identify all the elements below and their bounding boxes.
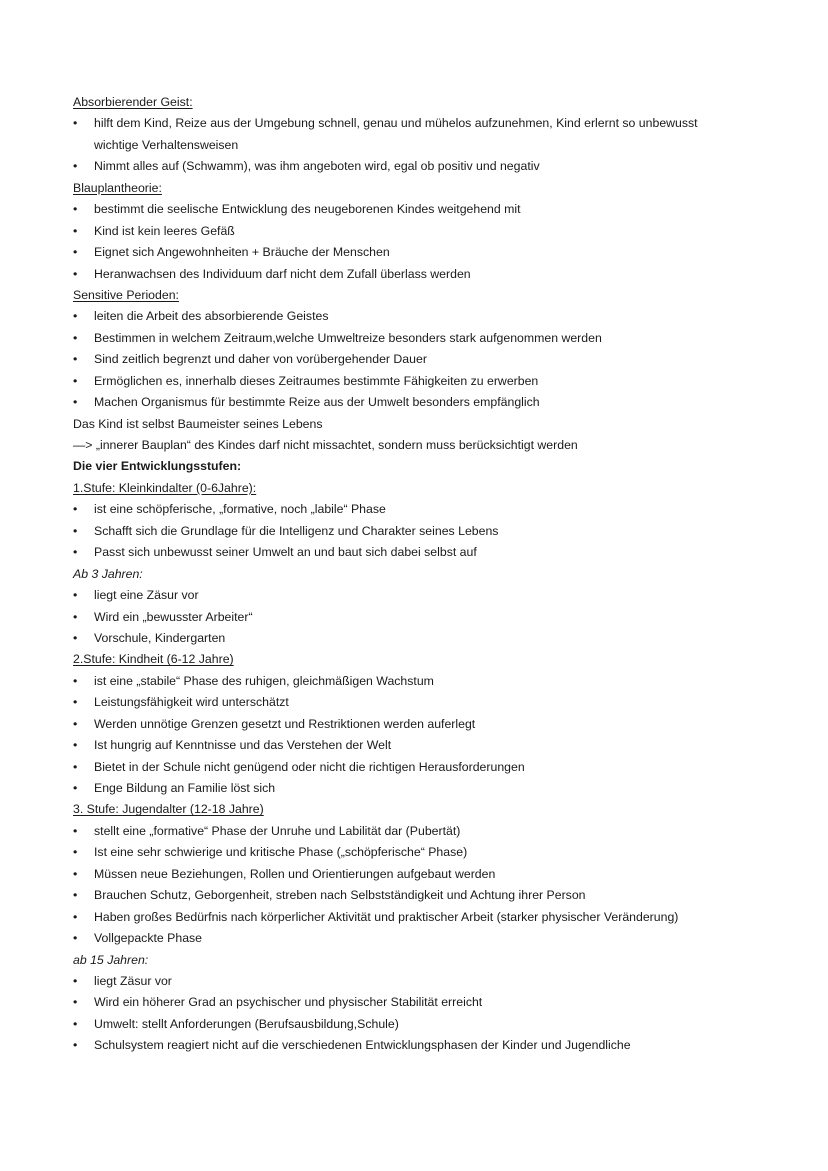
list-item bbox=[73, 885, 773, 906]
document-body bbox=[73, 92, 773, 1057]
section-title-entwicklungsstufen: Die vier Entwicklungsstufen: bbox=[73, 459, 242, 474]
list-item-text: Müssen neue Beziehungen, Rollen und Orientierungen aufgebaut werden bbox=[94, 866, 496, 881]
list-item bbox=[73, 607, 773, 628]
list-item bbox=[73, 735, 773, 756]
bullet-icon: • bbox=[73, 502, 78, 517]
list-item-text: Wird ein höherer Grad an psychischer und physischer Stabilität erreicht bbox=[94, 995, 483, 1010]
bullet-icon: • bbox=[73, 588, 78, 603]
list-item-text: Wird ein „bewusster Arbeiter“ bbox=[94, 609, 253, 624]
paragraph-innerer-bauplan: —> „innerer Bauplan“ des Kindes darf nicht missachtet, sondern muss berücksichtigt werden bbox=[73, 438, 578, 452]
list-item-text: Sind zeitlich begrenzt und daher von vorübergehender Dauer bbox=[94, 352, 427, 367]
bullet-icon: • bbox=[73, 1016, 78, 1031]
list-item-text: Ist hungrig auf Kenntnisse und das Verstehen der Welt bbox=[94, 738, 392, 753]
list-item bbox=[73, 628, 773, 649]
bullet-icon: • bbox=[73, 909, 78, 924]
list-item-text: Bietet in der Schule nicht genügend oder nicht die richtigen Herausforderungen bbox=[94, 759, 525, 774]
bullet-icon: • bbox=[73, 759, 78, 774]
list-item bbox=[73, 542, 773, 563]
list-item-text: Ermöglichen es, innerhalb dieses Zeitraumes bestimmte Fähigkeiten zu erwerben bbox=[94, 373, 539, 388]
list-item bbox=[73, 842, 773, 863]
section-heading-absorbierender-geist: Absorbierender Geist: bbox=[73, 95, 193, 109]
list-item-text: stellt eine „formative“ Phase der Unruhe und Labilität dar (Pubertät) bbox=[94, 823, 461, 838]
section-heading-stufe-1: 1.Stufe: Kleinkindalter (0-6Jahre): bbox=[73, 480, 257, 495]
list-item-text: Nimmt alles auf (Schwamm), was ihm angeboten wird, egal ob positiv und negativ bbox=[94, 159, 540, 174]
list-item bbox=[73, 328, 773, 349]
bullet-icon: • bbox=[73, 695, 78, 710]
list-item-text: Vollgepackte Phase bbox=[94, 931, 203, 946]
list-item bbox=[73, 264, 773, 285]
list-item-text: Werden unnötige Grenzen gesetzt und Restriktionen werden auferlegt bbox=[94, 716, 476, 731]
list-item-text: ist eine „stabile“ Phase des ruhigen, gleichmäßigen Wachstum bbox=[94, 673, 434, 688]
list-item-text: Vorschule, Kindergarten bbox=[94, 630, 226, 645]
list-item bbox=[73, 907, 773, 928]
list-item bbox=[73, 821, 773, 842]
bullet-icon: • bbox=[73, 866, 78, 881]
list-item bbox=[73, 306, 773, 327]
list-item-text: Schafft sich die Grundlage für die Intelligenz und Charakter seines Lebens bbox=[94, 523, 499, 538]
list-item bbox=[73, 928, 773, 949]
sub-heading-ab-3-jahren: Ab 3 Jahren: bbox=[73, 566, 143, 581]
bullet-icon: • bbox=[73, 1038, 78, 1053]
list-item bbox=[73, 156, 773, 177]
list-item-text: Eignet sich Angewohnheiten + Bräuche der Menschen bbox=[94, 245, 390, 260]
list-item bbox=[73, 1035, 773, 1056]
list-item bbox=[73, 371, 773, 392]
sub-heading-ab-15-jahren: ab 15 Jahren: bbox=[73, 952, 149, 967]
list-item bbox=[73, 692, 773, 713]
bullet-icon: • bbox=[73, 330, 78, 345]
bullet-icon: • bbox=[73, 309, 78, 324]
bullet-icon: • bbox=[73, 716, 78, 731]
list-item bbox=[73, 585, 773, 606]
bullet-icon: • bbox=[73, 845, 78, 860]
list-item bbox=[73, 349, 773, 370]
bullet-icon: • bbox=[73, 202, 78, 217]
bullet-icon: • bbox=[73, 738, 78, 753]
list-item-text: Umwelt: stellt Anforderungen (Berufsausbildung,Schule) bbox=[94, 1016, 399, 1031]
list-item-text: hilft dem Kind, Reize aus der Umgebung schnell, genau und mühelos aufzunehmen, Kind erlernt so unbewusst bbox=[94, 116, 698, 131]
list-item bbox=[73, 714, 773, 735]
bullet-icon: • bbox=[73, 245, 78, 260]
section-heading-stufe-2: 2.Stufe: Kindheit (6-12 Jahre) bbox=[73, 652, 234, 667]
bullet-icon: • bbox=[73, 395, 78, 410]
bullet-icon: • bbox=[73, 823, 78, 838]
list-item bbox=[73, 242, 773, 263]
bullet-icon: • bbox=[73, 223, 78, 238]
list-item-text: Haben großes Bedürfnis nach körperlicher Aktivität und praktischer Arbeit (starker physischer Veränderung) bbox=[94, 909, 679, 924]
bullet-icon: • bbox=[73, 995, 78, 1010]
list-item-text: Kind ist kein leeres Gefäß bbox=[94, 223, 235, 238]
bullet-icon: • bbox=[73, 159, 78, 174]
section-heading-blauplantheorie: Blauplantheorie: bbox=[73, 180, 162, 195]
list-item-text: Passt sich unbewusst seiner Umwelt an und baut sich dabei selbst auf bbox=[94, 545, 477, 560]
list-item-text: Heranwachsen des Individuum darf nicht dem Zufall überlass werden bbox=[94, 266, 471, 281]
bullet-icon: • bbox=[73, 545, 78, 560]
bullet-icon: • bbox=[73, 609, 78, 624]
list-item-text: leiten die Arbeit des absorbierende Geistes bbox=[94, 309, 329, 324]
list-item-text: Schulsystem reagiert nicht auf die verschiedenen Entwicklungsphasen der Kinder und Jugendliche bbox=[94, 1038, 631, 1053]
list-item-text: Enge Bildung an Familie löst sich bbox=[94, 781, 276, 795]
list-item-text: Bestimmen in welchem Zeitraum,welche Umweltreize besonders stark aufgenommen werden bbox=[94, 330, 602, 345]
list-item bbox=[73, 778, 773, 799]
bullet-icon: • bbox=[73, 931, 78, 946]
list-item-text: Brauchen Schutz, Geborgenheit, streben nach Selbstständigkeit und Achtung ihrer Person bbox=[94, 888, 586, 903]
list-item bbox=[73, 499, 773, 520]
list-item bbox=[73, 113, 773, 134]
bullet-icon: • bbox=[73, 781, 78, 795]
bullet-icon: • bbox=[73, 888, 78, 903]
list-item bbox=[73, 971, 773, 992]
bullet-icon: • bbox=[73, 116, 78, 131]
list-item bbox=[73, 992, 773, 1013]
section-heading-sensitive-perioden: Sensitive Perioden: bbox=[73, 287, 179, 302]
list-item-text: Machen Organismus für bestimmte Reize aus der Umwelt besonders empfänglich bbox=[94, 395, 540, 410]
bullet-icon: • bbox=[73, 373, 78, 388]
list-item-text: bestimmt die seelische Entwicklung des neugeborenen Kindes weitgehend mit bbox=[94, 202, 521, 217]
list-item bbox=[73, 521, 773, 542]
list-item-text: Leistungsfähigkeit wird unterschätzt bbox=[94, 695, 289, 710]
paragraph-baumeister: Das Kind ist selbst Baumeister seines Lebens bbox=[73, 416, 323, 431]
list-item-text: ist eine schöpferische, „formative, noch „labile“ Phase bbox=[94, 502, 386, 517]
list-item bbox=[73, 392, 773, 413]
list-item-continuation: wichtige Verhaltensweisen bbox=[94, 137, 239, 152]
list-item-text: liegt eine Zäsur vor bbox=[94, 588, 199, 603]
list-item bbox=[73, 199, 773, 220]
list-item bbox=[73, 1014, 773, 1035]
bullet-icon: • bbox=[73, 523, 78, 538]
bullet-icon: • bbox=[73, 973, 78, 988]
bullet-icon: • bbox=[73, 673, 78, 688]
list-item bbox=[73, 221, 773, 242]
list-item bbox=[73, 671, 773, 692]
list-item bbox=[73, 757, 773, 778]
bullet-icon: • bbox=[73, 352, 78, 367]
list-item bbox=[73, 864, 773, 885]
list-item-text: Ist eine sehr schwierige und kritische Phase („schöpferische“ Phase) bbox=[94, 845, 468, 860]
bullet-icon: • bbox=[73, 266, 78, 281]
list-item-text: liegt Zäsur vor bbox=[94, 973, 172, 988]
section-heading-stufe-3: 3. Stufe: Jugendalter (12-18 Jahre) bbox=[73, 802, 264, 817]
bullet-icon: • bbox=[73, 630, 78, 645]
